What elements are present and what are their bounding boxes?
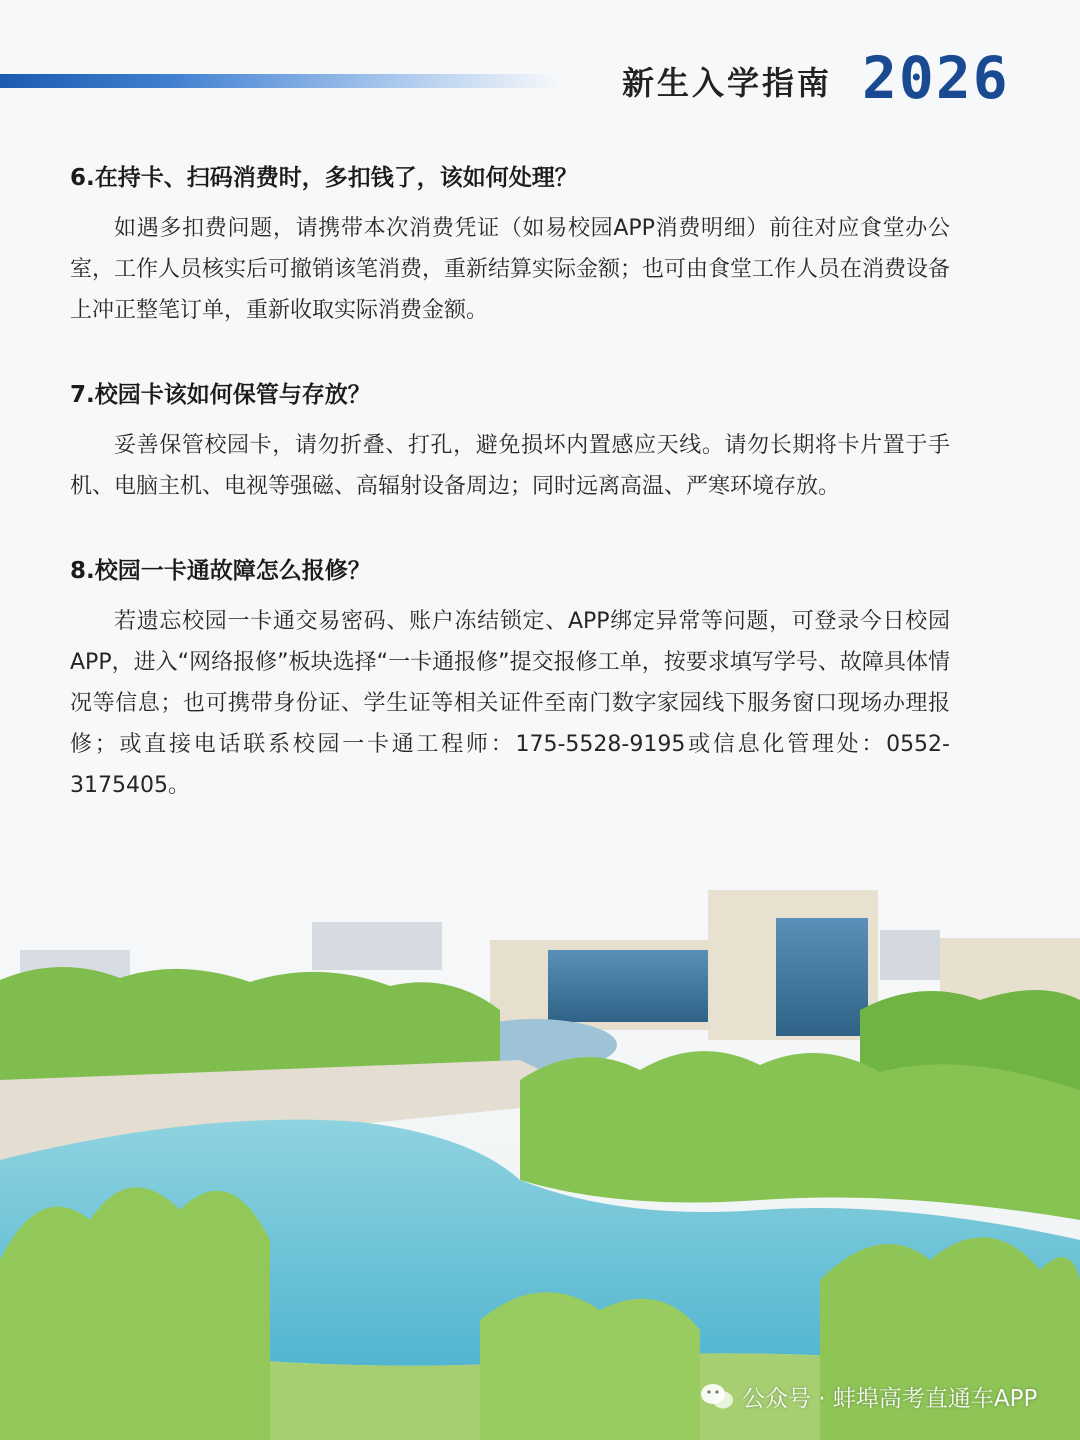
faq-question: 6.在持卡、扫码消费时，多扣钱了，该如何处理？: [70, 165, 578, 191]
watermark-text: 公众号 · 蚌埠高考直通车APP: [742, 1386, 1038, 1412]
faq-answer: 若遗忘校园一卡通交易密码、账户冻结锁定、APP绑定异常等问题，可登录今日校园APP，进入“网络报修”板块选择“一卡通报修”提交报修工单，按要求填写学号、故障具体情况等信息；也可携带身份证、学生证等相关证件至南门数字家园线下服务窗口现场办理报修；或直接电话联系校园一卡通工程师：175-5528-9195或信息化管理处：0552-3175405。: [70, 609, 950, 798]
faq-question: 7.校园卡该如何保管与存放？: [70, 382, 371, 408]
faq-answer: 妥善保管校园卡，请勿折叠、打孔，避免损坏内置感应天线。请勿长期将卡片置于手机、电脑主机、电视等强磁、高辐射设备周边；同时远离高温、严寒环境存放。: [70, 433, 950, 499]
faq-answer: 如遇多扣费问题，请携带本次消费凭证（如易校园APP消费明细）前往对应食堂办公室，工作人员核实后可撤销该笔消费，重新结算实际金额；也可由食堂工作人员在消费设备上冲正整笔订单，重新收取实际消费金额。: [70, 216, 951, 323]
faq-item-7: [70, 377, 950, 507]
guide-year: 2026: [862, 44, 1010, 112]
wechat-icon: [700, 1383, 734, 1411]
header-rule: [0, 74, 560, 88]
watermark: [700, 1380, 1037, 1413]
guide-title: 新生入学指南: [622, 64, 833, 102]
campus-illustration: [0, 860, 1080, 1440]
faq-content: [70, 160, 950, 852]
faq-item-8: [70, 553, 950, 806]
faq-item-6: [70, 160, 950, 331]
faq-question: 8.校园一卡通故障怎么报修？: [70, 558, 371, 584]
